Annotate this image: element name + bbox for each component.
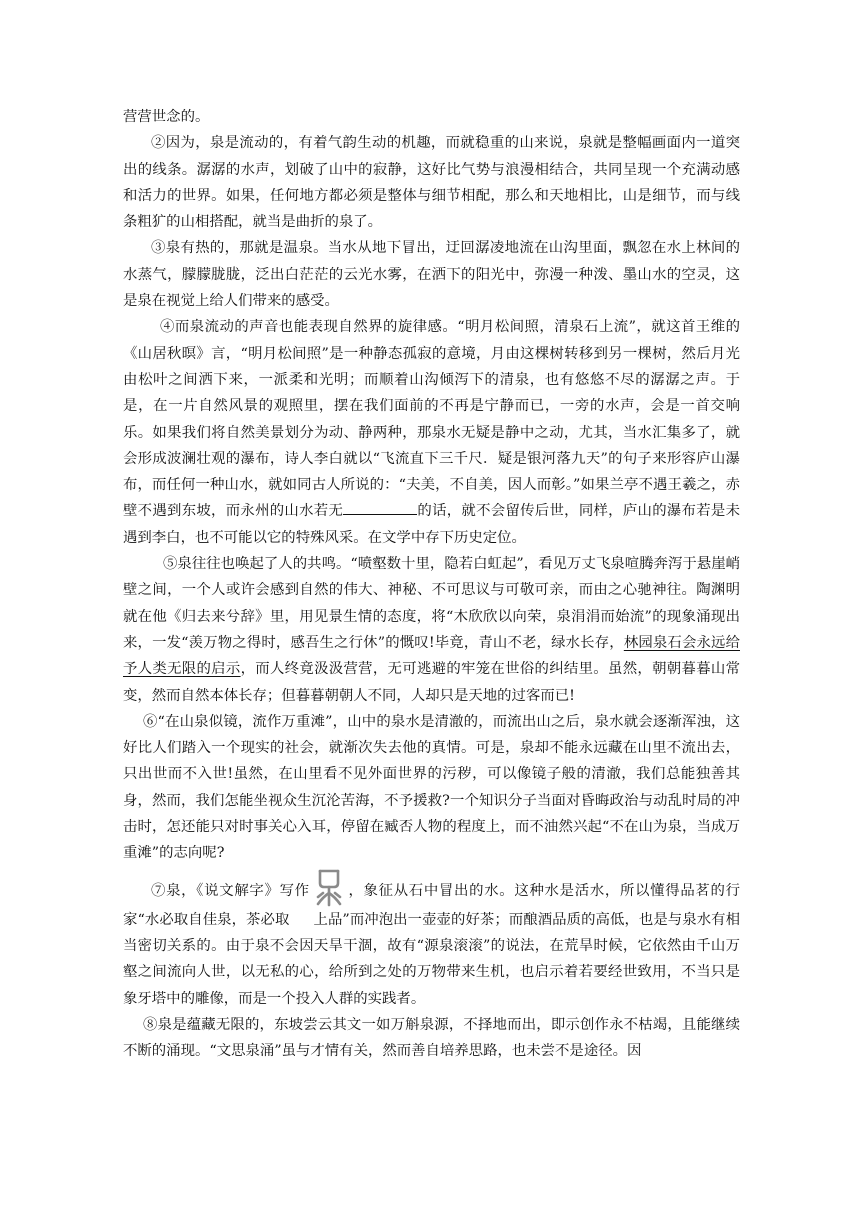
- paragraph-3: ③泉有热的，那就是温泉。当水从地下冒出，迂回潺凌地流在山沟里面，飘忽在水上林间的水蒸气，朦朦胧胧，泛出白茫茫的云光水雾，在洒下的阳光中，弥漫一种泼、墨山水的空灵，这是泉在视觉上给人们带来的感受。: [123, 240, 740, 310]
- paragraph-4-text-a: ④而泉流动的声音也能表现自然界的旋律感。“明月松间照，清泉石上流”，就这首王维的《山居秋暝》言，“明月松间照”是一种静态孤寂的意境，月由这棵树转移到另一棵树，然后月光由松叶之间洒下来，一派柔和光明；而顺着山沟倾泻下的清泉，也有悠悠不尽的潺潺之声。于是，在一片自然风景的观照里，摆在我们面前的不再是宁静而已，一旁的水声，会是一首交响乐。如果我们将自然美景划分为动、静两种，那泉水无疑是静中之动，尤其，当水汇集多了，就会形成波澜壮观的瀑布，诗人李白就以“飞流直下三千尺．疑是银河落九天”的句子来形容庐山瀑布，而任何一种山水，就如同古人所说的：“夫美，不自美，因人而彰。”如果兰亭不遇王羲之，赤壁不遇到东坡，而永州的山水若无: [123, 319, 740, 520]
- paragraph-4-text-b: 的话，就不会留传后世，同样，庐山的瀑布若是未遇到李白，也不可能以它的特殊风采。在文学中存下历史定位。: [123, 503, 740, 546]
- seal-script-quan-icon: [314, 867, 344, 907]
- document-body: [123, 104, 740, 1064]
- paragraph-7-text-c: 上品”而冲泡出一壶壶的好茶；而酿酒品质的高低，也是与泉水有相当密切关系的。由于泉不会因天旱干涸，故有“源泉滚滚”的说法，在荒旱时候，它依然由千山万壑之间流向人世，以无私的心，给所到之处的万物带来生机，也启示着若要经世致用，不当只是象牙塔中的雕像，而是一个投入人群的实践者。: [123, 911, 741, 1007]
- paragraph-5-text-a: ⑤泉往往也唤起了人的共鸣。“喷壑数十里，隐若白虹起”，看见万丈飞泉喧腾奔泻于悬崖峭壁之间，一个人或许会感到自然的伟大、神秘、不可思议与可敬可亲，而由之心驰神往。陶渊明就在他《归去来兮辞》里，用见景生情的态度，将“木欣欣以向荣，泉涓涓而始流”的现象涌现出来，一发“羡万物之得时，感吾生之行休”的慨叹!毕竟，青山不老，绿水长存，: [123, 556, 740, 651]
- paragraph-7: [123, 867, 740, 1012]
- paragraph-2: ②因为，泉是流动的，有着气韵生动的机趣，而就稳重的山来说，泉就是整幅画面内一道突出的线条。潺潺的水声，划破了山中的寂静，这好比气势与浪漫相结合，共同呈现一个充满动感和活力的世界。如果，任何地方都必须是整体与细节相配，那么和天地相比，山是细节，而与线条粗犷的山相搭配，就当是曲折的泉了。: [123, 135, 740, 231]
- fill-in-blank[interactable]: [343, 500, 417, 515]
- paragraph-5-text-b: ，而人终竟汲汲营营，无可逃避的牢笼在世俗的纠结里。虽然，朝朝暮暮山常变，然而自然本体长存；但暮暮朝朝人不同，人却只是天地的过客而已!: [123, 661, 740, 704]
- paragraph-6: ⑥“在山泉似镜，流作万重滩”，山中的泉水是清澈的，而流出山之后，泉水就会逐渐浑浊，这好比人们踏入一个现实的社会，就渐次失去他的真情。可是，泉却不能永远藏在山里不流出去，只出世而不入世!虽然，在山里看不见外面世界的污秽，可以像镜子般的清澈，我们总能独善其身，然而，我们怎能坐视众生沉沦苦海，不予援救?一个知识分子当面对昏晦政治与动乱时局的冲击时，怎还能只对时事关心入耳，停留在臧否人物的程度上，而不油然兴起“不在山为泉，当成万重滩”的志向呢?: [123, 713, 740, 862]
- paragraph-7-text-a: ⑦泉，《说文解字》写作: [151, 882, 310, 899]
- underlined-sentence: 林园泉石会永远给予人类无限的启示: [123, 634, 740, 678]
- paragraph-4: [123, 314, 740, 551]
- paragraph-5: [123, 551, 740, 709]
- paragraph-8: ⑧泉是蕴藏无限的，东坡尝云其文一如万斛泉源，不择地而出，即示创作永不枯竭，且能继续不断的涌现。“文思泉涌”虽与才情有关，然而善自培养思路，也未尝不是途径。因: [123, 1016, 740, 1060]
- paragraph-7-text-b: ，象征从石中冒出的水。这种水是活水，所以懂得品茗的行家“水必取自佳泉，茶必取: [123, 882, 740, 928]
- paragraph-continuation: 营营世念的。: [123, 109, 210, 125]
